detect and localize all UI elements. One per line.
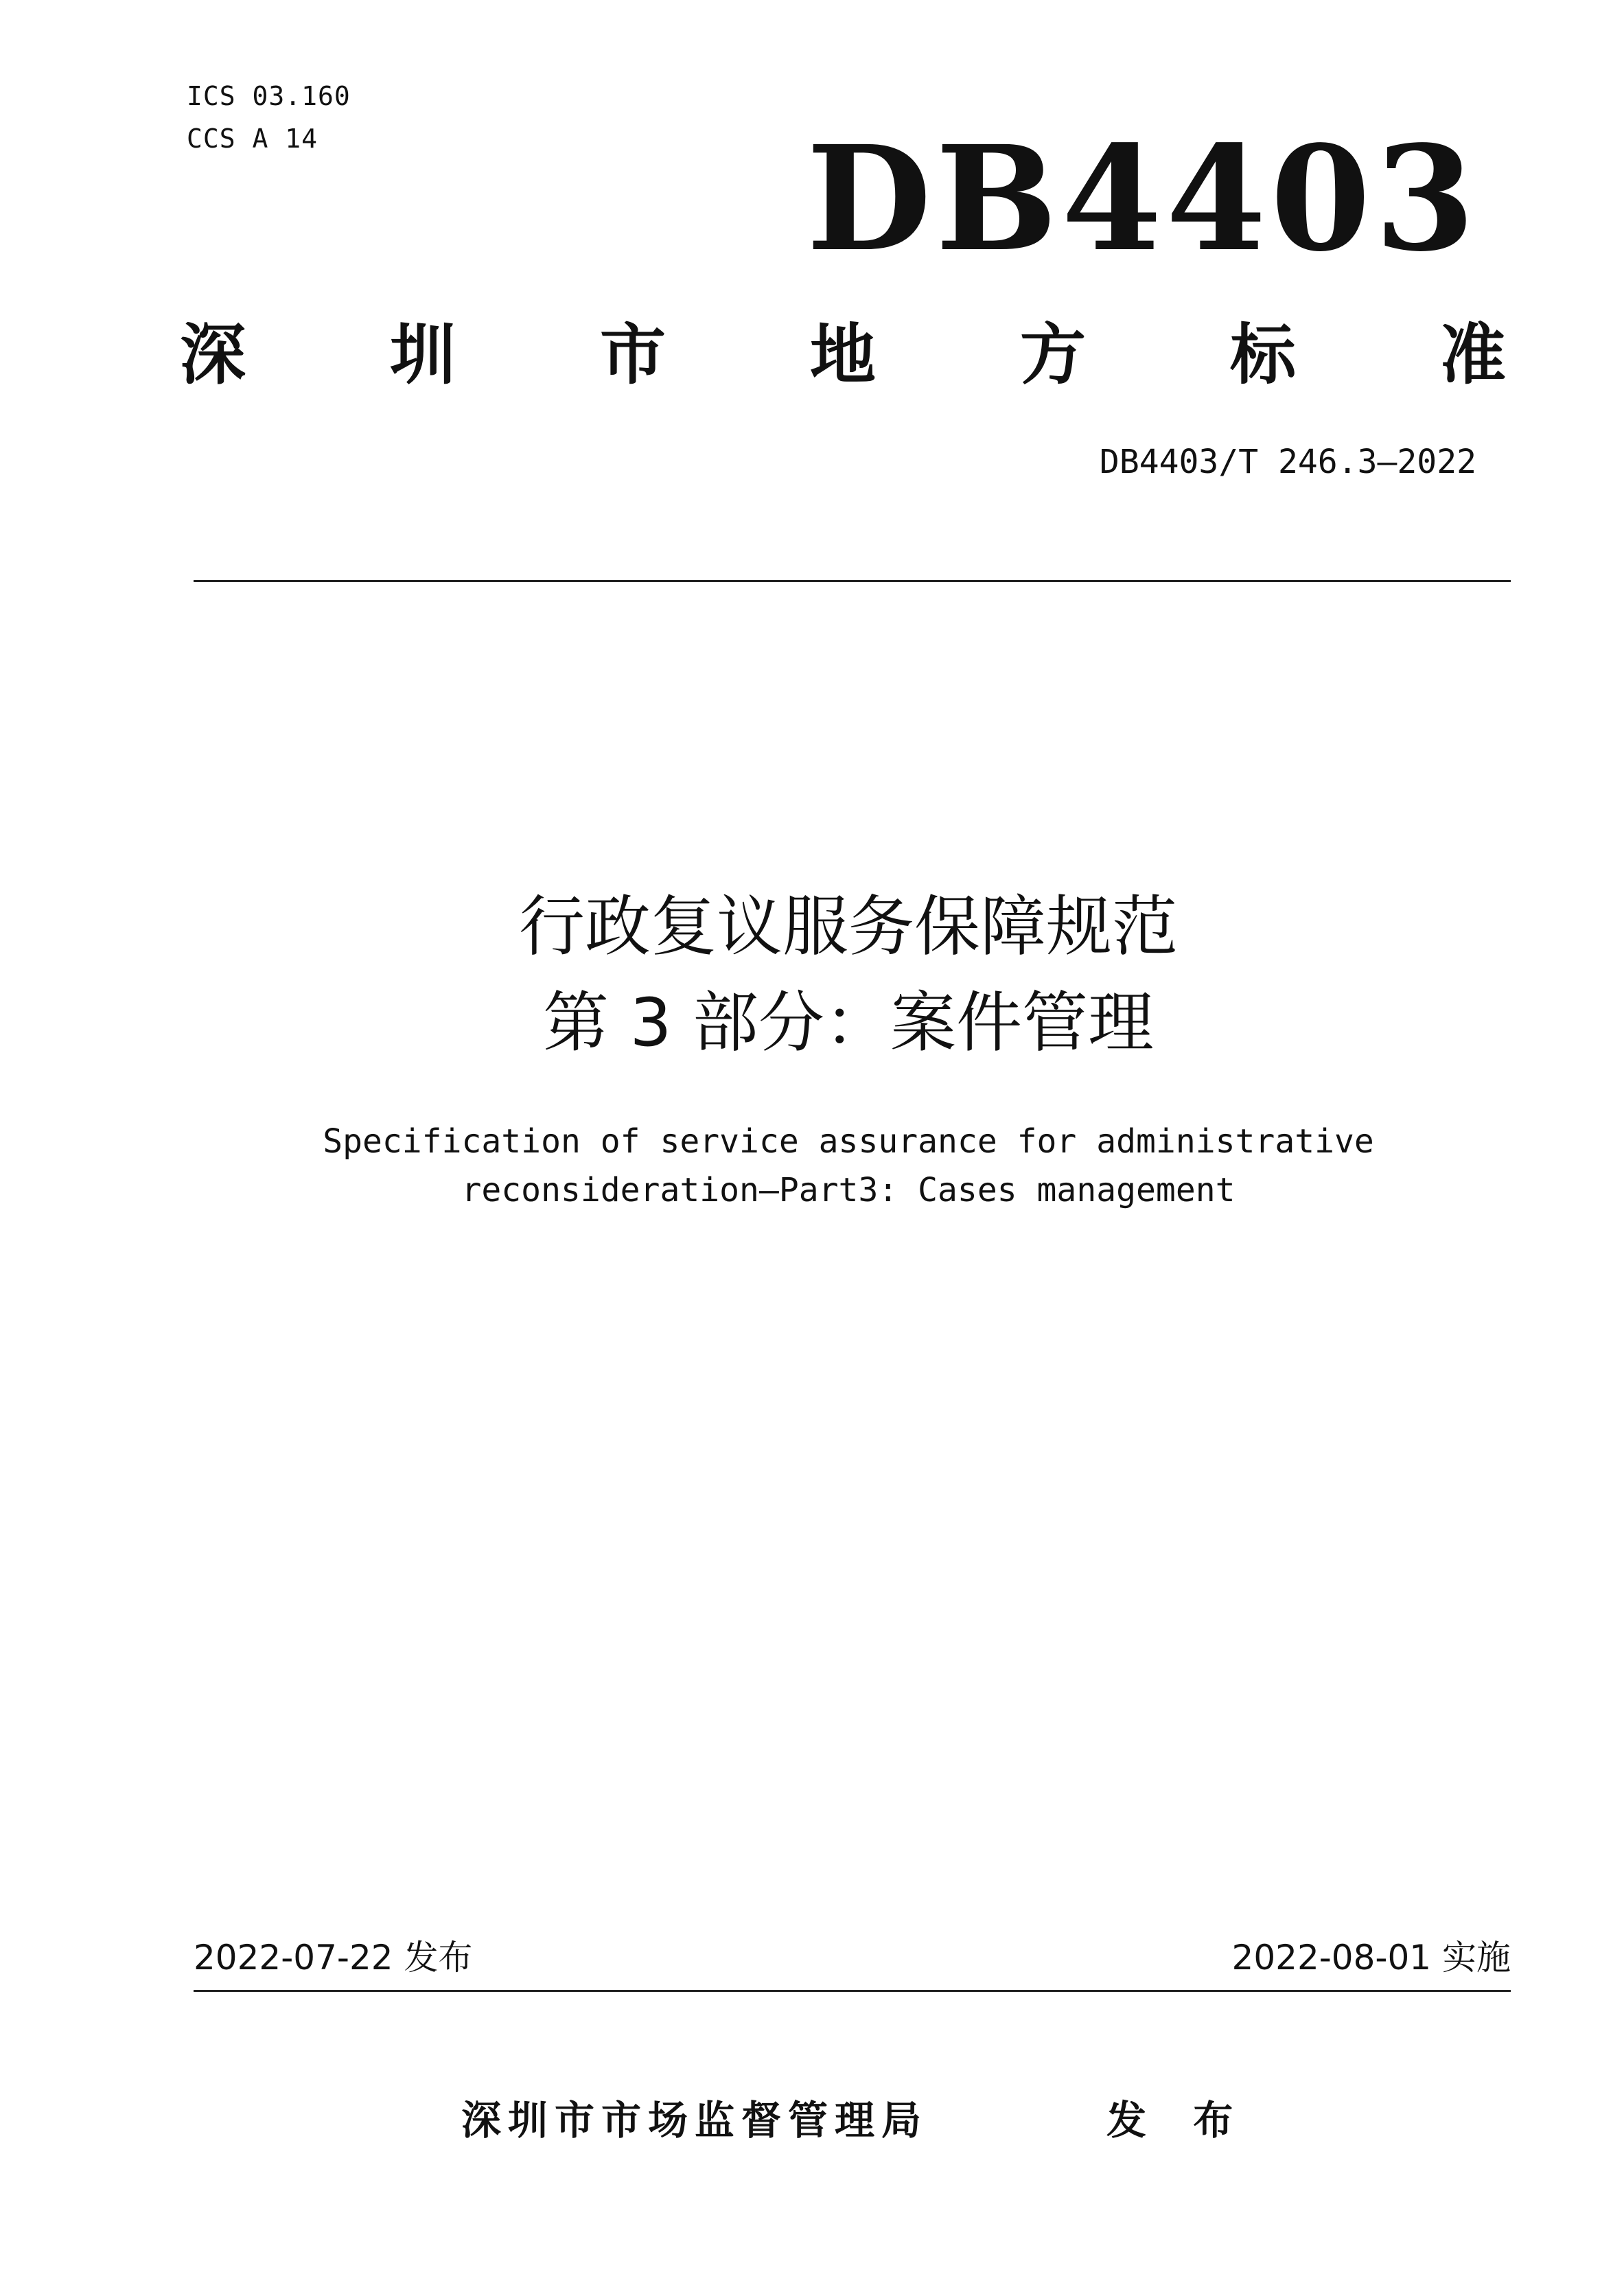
standard-type-heading [180,310,1506,399]
standard-type-char: 地 [810,316,876,393]
title-english-line-1: Specification of service assurance for administrative [323,1122,1374,1161]
implementation-date: 2022-08-01 实施 [1231,1938,1511,1978]
standard-type-char: 标 [1230,316,1296,393]
standard-type-char: 准 [1440,316,1506,393]
title-chinese-line-2: 第 3 部分：案件管理 [542,984,1155,1061]
standard-type-char: 深 [180,316,246,393]
issue-label: 发 布 [1106,2097,1250,2144]
standard-code-logo: DB4403 [806,114,1479,283]
ccs-code: CCS A 14 [187,124,318,154]
title-english-line-2: reconsideration—Part3: Cases management [461,1171,1236,1209]
title-chinese-line-1: 行政复议服务保障规范 [519,888,1178,965]
issuing-authority: 深圳市市场监督管理局 [461,2097,929,2144]
standard-type-char: 圳 [390,316,456,393]
bottom-divider [194,1990,1511,1992]
standard-type-char: 市 [600,316,666,393]
standard-type-char: 方 [1020,316,1086,393]
issue-date: 2022-07-22 发布 [194,1938,473,1978]
standard-number: DB4403/T 246.3—2022 [1099,443,1476,481]
ics-code: ICS 03.160 [187,81,351,111]
top-divider [194,580,1511,582]
